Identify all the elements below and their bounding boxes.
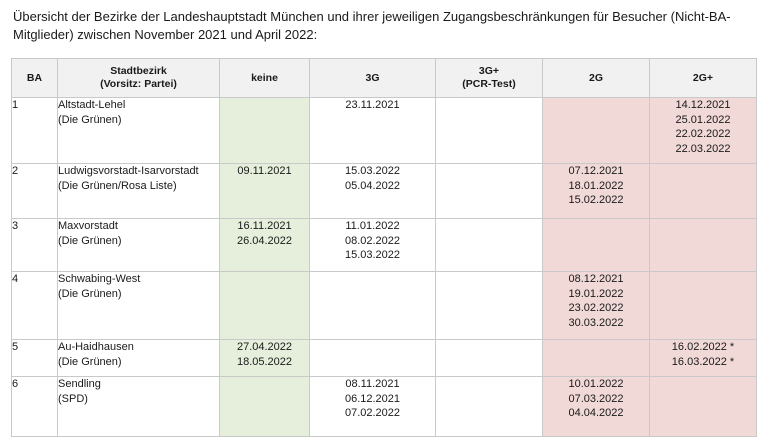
district-name xyxy=(58,340,220,377)
date-entry: 07.03.2022 xyxy=(568,392,624,405)
district-number: 3 xyxy=(12,219,58,272)
cell-3gplus xyxy=(436,377,543,437)
cell-3gplus xyxy=(436,340,543,377)
district-name-label: Maxvorstadt xyxy=(58,220,118,232)
date-entry: 15.03.2022 xyxy=(344,249,401,262)
cell-3g xyxy=(310,164,436,219)
date-entry: 22.02.2022 xyxy=(675,128,731,141)
date-entry: 09.11.2021 xyxy=(237,165,292,177)
header-ba: BA xyxy=(12,59,58,98)
date-entry: 15.02.2022 xyxy=(568,194,624,207)
header-bezirk-title: Stadtbezirk xyxy=(110,65,167,77)
table-row xyxy=(12,219,757,272)
cell-2gplus xyxy=(650,377,757,437)
district-name xyxy=(58,219,220,272)
date-entry: 11.01.2022 xyxy=(345,220,400,232)
cell-2g xyxy=(543,340,650,377)
district-number: 6 xyxy=(12,377,58,437)
cell-3g xyxy=(310,219,436,272)
date-entry: 30.03.2022 xyxy=(568,316,624,329)
date-entry: 07.12.2021 xyxy=(568,165,624,177)
district-number: 1 xyxy=(12,98,58,164)
cell-3gplus xyxy=(436,98,543,164)
date-entry: 23.11.2021 xyxy=(345,99,400,111)
cell-3g xyxy=(310,377,436,437)
date-entry: 08.12.2021 xyxy=(568,273,624,285)
header-3gplus xyxy=(436,59,543,98)
header-3g: 3G xyxy=(310,59,436,98)
district-party-label: (Die Grünen) xyxy=(58,234,122,247)
district-party-label: (Die Grünen) xyxy=(58,287,122,300)
date-entry: 04.04.2022 xyxy=(568,407,624,420)
cell-keine xyxy=(220,219,310,272)
date-entry: 18.05.2022 xyxy=(236,355,293,368)
cell-2g xyxy=(543,219,650,272)
intro-text: Übersicht der Bezirke der Landeshauptstadt München und ihrer jeweiligen Zugangsbeschränkungen für Besucher (Nicht-BA-Mitglieder) zwischen November 2021 und April 2022: xyxy=(13,9,731,42)
date-entry: 05.04.2022 xyxy=(344,179,401,192)
date-entry: 27.04.2022 xyxy=(236,341,293,353)
date-entry: 08.11.2021 xyxy=(345,378,400,390)
date-entry: 06.12.2021 xyxy=(344,392,401,405)
district-name xyxy=(58,164,220,219)
cell-3g xyxy=(310,340,436,377)
date-entry: 23.02.2022 xyxy=(568,302,624,315)
header-3gplus-title: 3G+ xyxy=(478,65,500,77)
header-2g: 2G xyxy=(543,59,650,98)
table-row xyxy=(12,377,757,437)
date-entry: 15.03.2022 xyxy=(344,165,401,177)
cell-keine xyxy=(220,164,310,219)
district-number: 5 xyxy=(12,340,58,377)
cell-2gplus xyxy=(650,164,757,219)
cell-3gplus xyxy=(436,219,543,272)
header-3gplus-subtitle: (PCR-Test) xyxy=(462,78,516,90)
cell-3gplus xyxy=(436,272,543,340)
cell-3gplus xyxy=(436,164,543,219)
district-name-label: Au-Haidhausen xyxy=(58,341,134,353)
cell-2g xyxy=(543,377,650,437)
district-restrictions-table xyxy=(11,58,757,437)
district-name-label: Ludwigsvorstadt-Isarvorstadt xyxy=(58,165,199,177)
header-2gplus: 2G+ xyxy=(650,59,757,98)
cell-2g xyxy=(543,272,650,340)
header-bezirk xyxy=(58,59,220,98)
cell-keine xyxy=(220,98,310,164)
district-name-label: Sendling xyxy=(58,378,101,390)
date-entry: 16.03.2022 * xyxy=(671,355,735,368)
header-row xyxy=(12,59,757,98)
district-party-label: (SPD) xyxy=(58,392,88,405)
district-name-label: Altstadt-Lehel xyxy=(58,99,126,111)
district-number: 2 xyxy=(12,164,58,219)
header-keine: keine xyxy=(220,59,310,98)
table-row xyxy=(12,164,757,219)
date-entry: 14.12.2021 xyxy=(675,99,731,111)
cell-3g xyxy=(310,98,436,164)
district-party-label: (Die Grünen) xyxy=(58,355,122,368)
cell-2g xyxy=(543,98,650,164)
table-body xyxy=(12,98,757,437)
table-row xyxy=(12,340,757,377)
district-party-label: (Die Grünen) xyxy=(58,113,122,126)
header-bezirk-subtitle: (Vorsitz: Partei) xyxy=(100,78,177,90)
date-entry: 07.02.2022 xyxy=(344,407,401,420)
district-number: 4 xyxy=(12,272,58,340)
date-entry: 16.02.2022 * xyxy=(671,341,735,353)
district-name xyxy=(58,272,220,340)
date-entry: 26.04.2022 xyxy=(236,234,293,247)
table-row xyxy=(12,272,757,340)
district-name xyxy=(58,377,220,437)
date-entry: 25.01.2022 xyxy=(675,113,731,126)
cell-keine xyxy=(220,272,310,340)
date-entry: 08.02.2022 xyxy=(344,234,401,247)
cell-keine xyxy=(220,340,310,377)
date-entry: 19.01.2022 xyxy=(568,287,624,300)
cell-2gplus xyxy=(650,272,757,340)
cell-keine xyxy=(220,377,310,437)
table-row xyxy=(12,98,757,164)
cell-2gplus xyxy=(650,340,757,377)
cell-2g xyxy=(543,164,650,219)
date-entry: 22.03.2022 xyxy=(675,142,731,155)
cell-2gplus xyxy=(650,219,757,272)
district-name xyxy=(58,98,220,164)
cell-3g xyxy=(310,272,436,340)
district-name-label: Schwabing-West xyxy=(58,273,141,285)
district-party-label: (Die Grünen/Rosa Liste) xyxy=(58,179,177,192)
date-entry: 18.01.2022 xyxy=(568,179,624,192)
cell-2gplus xyxy=(650,98,757,164)
date-entry: 10.01.2022 xyxy=(568,378,624,390)
date-entry: 16.11.2021 xyxy=(237,220,292,232)
